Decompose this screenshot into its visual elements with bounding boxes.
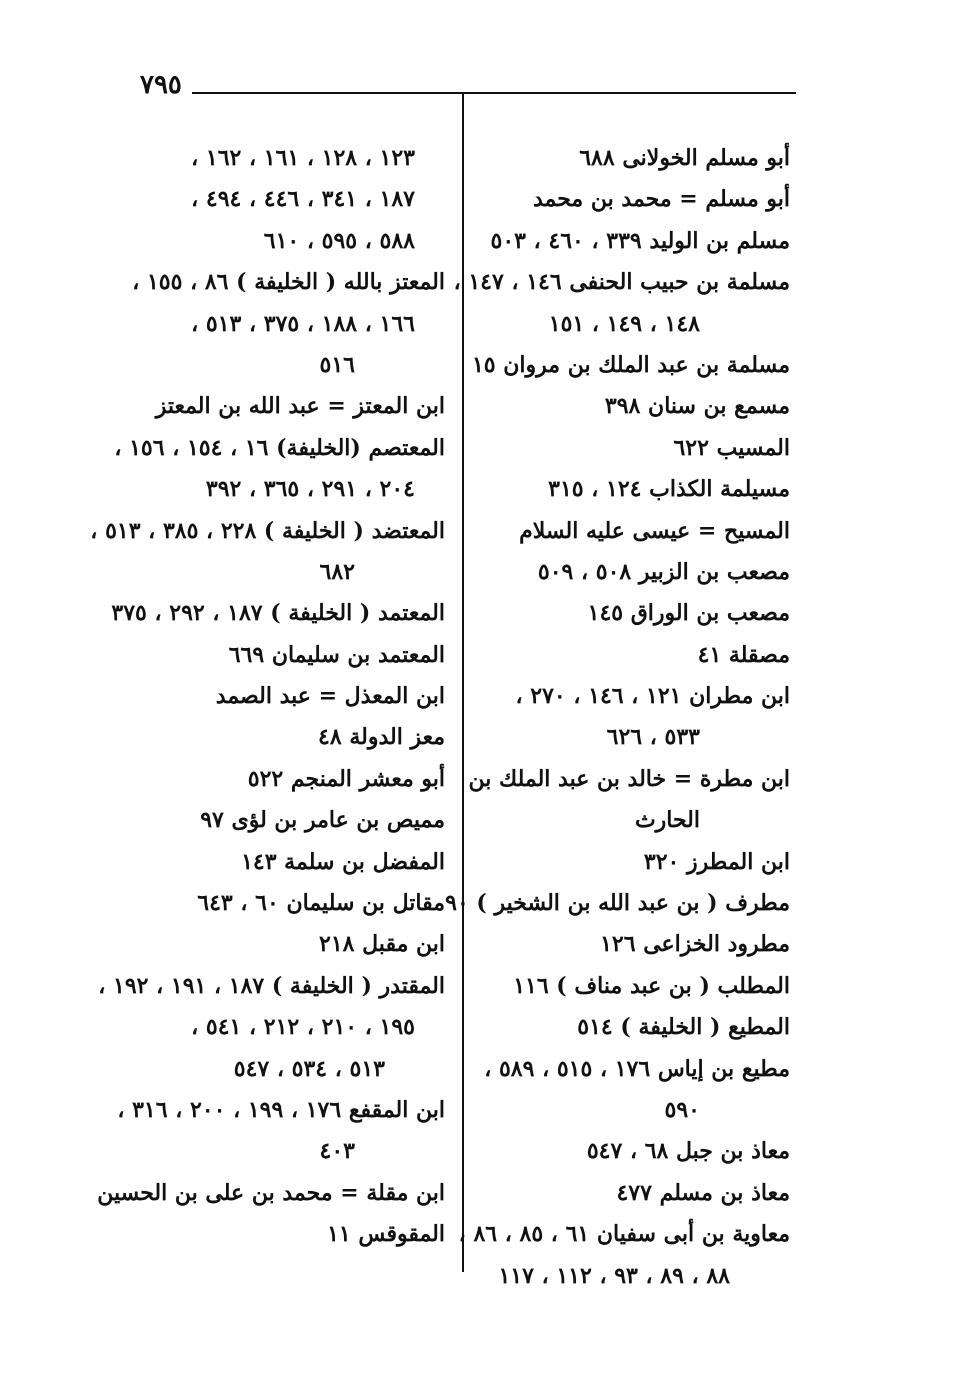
index-entry: أبو مسلم الخولانى ٦٨٨: [579, 145, 790, 171]
index-entry: أبو مسلم = محمد بن محمد: [532, 186, 790, 213]
index-entry-continuation: الحارث: [634, 807, 700, 834]
index-entry: مصعب بن الزبير ٥٠٨ ، ٥٠٩: [537, 558, 790, 585]
index-entry: المطيع ( الخليفة ) ٥١٤: [577, 1014, 790, 1041]
index-entry: المعتمد ( الخليفة ) ١٨٧ ، ٢٩٢ ، ٣٧٥: [111, 600, 445, 627]
index-entry-continuation: ٦٨٢: [319, 558, 355, 585]
index-entry-continuation: ٢٠٤ ، ٢٩١ ، ٣٦٥ ، ٣٩٢: [205, 476, 415, 503]
index-entry: أبو معشر المنجم ٥٢٢: [247, 765, 445, 792]
index-entry: مصقلة ٤١: [697, 641, 790, 668]
index-entry-continuation: ٥١٦: [319, 351, 355, 378]
index-entry: مسيلمة الكذاب ١٢٤ ، ٣١٥: [548, 476, 790, 503]
index-entry: مطرود الخزاعى ١٢٦: [600, 931, 790, 958]
index-entry-continuation: ٥٣٣ ، ٦٢٦: [606, 724, 700, 751]
index-entry: ابن مقبل ٢١٨: [319, 931, 445, 958]
index-entry: المعتضد ( الخليفة ) ٢٢٨ ، ٣٨٥ ، ٥١٣ ،: [90, 517, 445, 544]
index-entry: المفضل بن سلمة ١٤٣: [241, 848, 445, 875]
index-entry: ابن مطران ١٢١ ، ١٤٦ ، ٢٧٠ ،: [515, 683, 790, 710]
index-entry: ابن المعذل = عبد الصمد: [215, 683, 445, 710]
index-entry: معاذ بن مسلم ٤٧٧: [616, 1179, 790, 1206]
left-column: [90, 138, 445, 1256]
index-entry: المسيب ٦٢٢: [673, 434, 790, 461]
header-rule: [192, 92, 796, 94]
index-entry-continuation: ٨٨ ، ٨٩ ، ٩٣ ، ١١٢ ، ١١٧: [498, 1262, 730, 1289]
index-entry-continuation: ١٨٧ ، ٣٤١ ، ٤٤٦ ، ٤٩٤ ،: [191, 186, 415, 213]
index-entry: ابن المعتز = عبد الله بن المعتز: [155, 393, 445, 420]
right-column: [445, 138, 790, 1297]
index-entry: مميص بن عامر بن لؤى ٩٧: [200, 807, 445, 834]
index-entry: مقاتل بن سليمان ٦٠ ، ٦٤٣: [197, 890, 445, 917]
index-entry: مسلمة بن حبيب الحنفى ١٤٦ ، ١٤٧ ،: [453, 269, 790, 296]
index-entry: مطيع بن إياس ١٧٦ ، ٥١٥ ، ٥٨٩ ،: [484, 1055, 790, 1082]
index-entry: ابن المطرز ٣٢٠: [643, 848, 790, 875]
index-entry: ابن مطرة = خالد بن عبد الملك بن: [468, 765, 790, 792]
index-entry: مطرف ( بن عبد الله بن الشخير ) ٩٠: [445, 890, 790, 917]
index-entry: المعتمد بن سليمان ٦٦٩: [228, 641, 445, 668]
index-entry: المعتصم (الخليفة) ١٦ ، ١٥٤ ، ١٥٦ ،: [114, 434, 445, 461]
index-entry-continuation: ٥٨٨ ، ٥٩٥ ، ٦١٠: [263, 227, 415, 254]
index-entry: المقتدر ( الخليفة ) ١٨٧ ، ١٩١ ، ١٩٢ ،: [98, 972, 445, 999]
index-entry-continuation: ١٢٣ ، ١٢٨ ، ١٦١ ، ١٦٢ ،: [191, 145, 415, 171]
index-entry-continuation: ١٩٥ ، ٢١٠ ، ٢١٢ ، ٥٤١ ،: [191, 1014, 415, 1041]
page-number: ٧٩٥: [140, 70, 182, 100]
index-entry: المطلب ( بن عبد مناف ) ١١٦: [513, 972, 790, 999]
index-entry: مسمع بن سنان ٣٩٨: [604, 393, 790, 420]
index-entry-continuation: ٤٠٣: [319, 1138, 355, 1165]
index-entry: المعتز بالله ( الخليفة ) ٨٦ ، ١٥٥ ،: [132, 269, 445, 296]
index-entry-continuation: ١٤٨ ، ١٤٩ ، ١٥١: [548, 310, 700, 337]
index-entry: معز الدولة ٤٨: [318, 724, 445, 751]
index-entry: مسلمة بن عبد الملك بن مروان ١٥: [471, 351, 790, 378]
index-entry: المسيح = عيسى عليه السلام: [519, 517, 790, 544]
index-entry: ابن المقفع ١٧٦ ، ١٩٩ ، ٢٠٠ ، ٣١٦ ،: [117, 1096, 445, 1123]
index-entry: مصعب بن الوراق ١٤٥: [587, 600, 790, 627]
index-entry-continuation: ١٦٦ ، ١٨٨ ، ٣٧٥ ، ٥١٣ ،: [191, 310, 415, 337]
index-entry: مسلم بن الوليد ٣٣٩ ، ٤٦٠ ، ٥٠٣: [490, 227, 790, 254]
index-entry: ابن مقلة = محمد بن على بن الحسين: [97, 1179, 445, 1206]
index-entry: معاذ بن جبل ٦٨ ، ٥٤٧: [586, 1138, 790, 1165]
index-entry-continuation: ٥١٣ ، ٥٣٤ ، ٥٤٧: [233, 1055, 385, 1082]
index-entry: المقوقس ١١: [327, 1221, 445, 1248]
index-entry-continuation: ٥٩٠: [664, 1096, 700, 1123]
index-entry: معاوية بن أبى سفيان ٦١ ، ٨٥ ، ٨٦ ،: [458, 1221, 790, 1248]
